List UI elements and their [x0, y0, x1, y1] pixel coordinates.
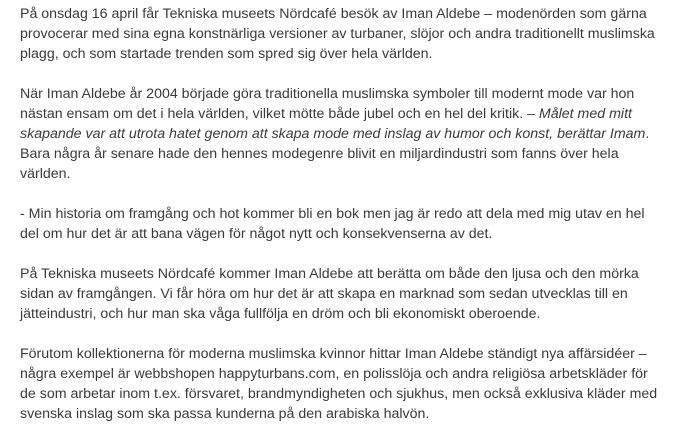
event-text: På Tekniska museets Nördcafé kommer Iman Aldebe att berätta om både den ljusa och den mörka sidan av framgången. Vi får höra om hur det är att skapa en marknad som sedan utvecklas till en jätteindustri, och hur man ska våga fullfölja en dröm och bli ekonomiskt oberoende.: [20, 266, 639, 322]
story-text: - Min historia om framgång och hot kommer bli en bok men jag är redo att dela med mig utav en hel del om hur det är att bana vägen för något nytt och konsekvenserna av det.: [20, 206, 645, 242]
paragraph-event: [20, 264, 660, 324]
intro-text: På onsdag 16 april får Tekniska museets Nördcafé besök av Iman Aldebe – modenörden som gärna provocerar med sina egna konstnärliga versioner av turbaner, slöjor och andra traditionellt muslimska plagg, och som startade trenden som spred sig över hela världen.: [20, 6, 655, 62]
background-text: När Iman Aldebe år 2004 började göra traditionella muslimska symboler till modernt mode var hon nästan ensam om det i hela världen, vilket mötte både jubel och en hel del kritik.: [20, 86, 635, 122]
paragraph-intro: [20, 4, 660, 64]
paragraph-story: [20, 204, 660, 244]
quote-text: – Målet med mitt skapande var att utrota hatet genom att skapa mode med inslag av humor och konst, berättar Imam: [20, 106, 646, 142]
business-text: Förutom kollektionerna för moderna muslimska kvinnor hittar Iman Aldebe ständigt nya affärsidéer – några exempel är webbshopen happyturbans.com, en polisslöja och andra religiösa arbetskläder för de som arbetar inom t.ex. försvaret, brandmyndigheten och sjukhus, men också exklusiva kläder med svenska inslag som ska passa kunderna på den arabiska halvön.: [20, 346, 658, 422]
background-text-end: . Bara några år senare hade den hennes modegenre blivit en miljardindustri som fanns över hela världen.: [20, 126, 650, 182]
paragraph-background: [20, 84, 660, 184]
paragraph-business: [20, 344, 660, 424]
